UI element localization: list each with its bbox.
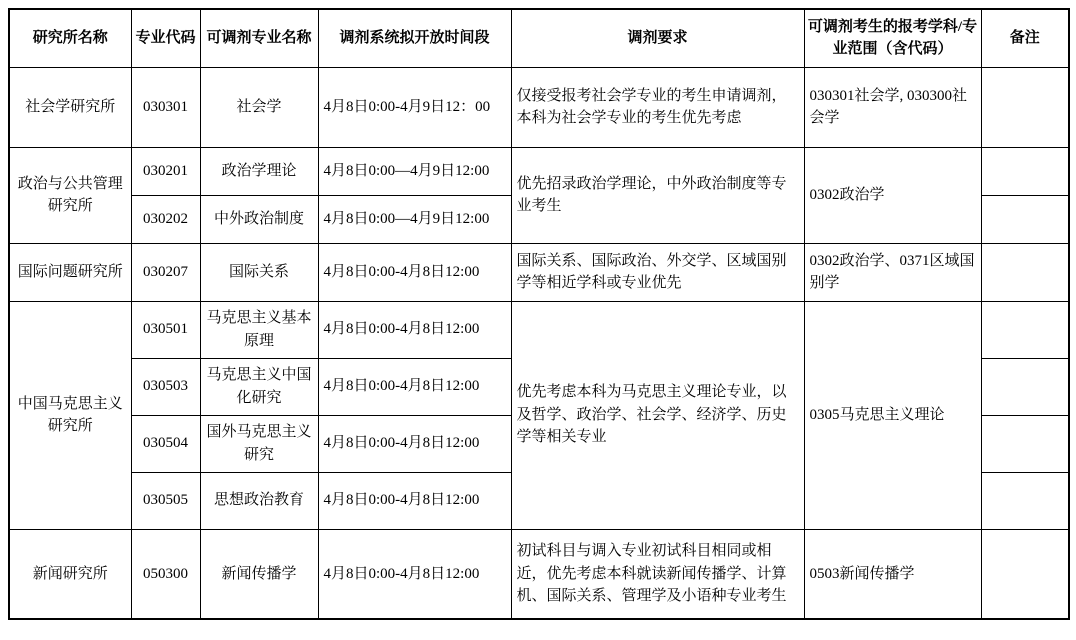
scope-cell: 030301社会学, 030300社会学 xyxy=(804,67,981,147)
note-cell xyxy=(981,67,1069,147)
note-cell xyxy=(981,195,1069,243)
major-cell: 新闻传播学 xyxy=(200,529,318,619)
major-cell: 思想政治教育 xyxy=(200,472,318,529)
header-note: 备注 xyxy=(981,9,1069,67)
time-cell: 4月8日0:00-4月8日12:00 xyxy=(318,358,511,415)
header-major: 可调剂专业名称 xyxy=(200,9,318,67)
table-row xyxy=(9,67,1069,147)
code-cell: 030505 xyxy=(131,472,200,529)
header-code: 专业代码 xyxy=(131,9,200,67)
note-cell xyxy=(981,472,1069,529)
table-row xyxy=(9,147,1069,195)
scope-cell: 0302政治学 xyxy=(804,147,981,243)
requirement-cell: 国际关系、国际政治、外交学、区域国别学等相近学科或专业优先 xyxy=(511,243,804,301)
header-scope: 可调剂考生的报考学科/专业范围（含代码） xyxy=(804,9,981,67)
code-cell: 030301 xyxy=(131,67,200,147)
institute-cell: 国际问题研究所 xyxy=(9,243,131,301)
scope-cell: 0503新闻传播学 xyxy=(804,529,981,619)
major-cell: 政治学理论 xyxy=(200,147,318,195)
code-cell: 030201 xyxy=(131,147,200,195)
institute-cell: 政治与公共管理研究所 xyxy=(9,147,131,243)
note-cell xyxy=(981,301,1069,358)
time-cell: 4月8日0:00—4月9日12:00 xyxy=(318,195,511,243)
major-cell: 马克思主义中国化研究 xyxy=(200,358,318,415)
time-cell: 4月8日0:00-4月8日12:00 xyxy=(318,301,511,358)
scope-cell: 0305马克思主义理论 xyxy=(804,301,981,529)
requirement-cell: 初试科目与调入专业初试科目相同或相近，优先考虑本科就读新闻传播学、计算机、国际关系、管理学及小语种专业考生 xyxy=(511,529,804,619)
header-institute: 研究所名称 xyxy=(9,9,131,67)
major-cell: 马克思主义基本原理 xyxy=(200,301,318,358)
requirement-cell: 仅接受报考社会学专业的考生申请调剂，本科为社会学专业的考生优先考虑 xyxy=(511,67,804,147)
header-requirement: 调剂要求 xyxy=(511,9,804,67)
requirement-cell: 优先考虑本科为马克思主义理论专业，以及哲学、政治学、社会学、经济学、历史学等相关专业 xyxy=(511,301,804,529)
major-cell: 社会学 xyxy=(200,67,318,147)
time-cell: 4月8日0:00-4月9日12：00 xyxy=(318,67,511,147)
major-cell: 中外政治制度 xyxy=(200,195,318,243)
institute-cell: 中国马克思主义研究所 xyxy=(9,301,131,529)
time-cell: 4月8日0:00-4月8日12:00 xyxy=(318,472,511,529)
note-cell xyxy=(981,415,1069,472)
header-time: 调剂系统拟开放时间段 xyxy=(318,9,511,67)
code-cell: 030501 xyxy=(131,301,200,358)
institute-cell: 社会学研究所 xyxy=(9,67,131,147)
table-row xyxy=(9,243,1069,301)
time-cell: 4月8日0:00-4月8日12:00 xyxy=(318,529,511,619)
code-cell: 030207 xyxy=(131,243,200,301)
code-cell: 030504 xyxy=(131,415,200,472)
table-row xyxy=(9,529,1069,619)
table-row xyxy=(9,301,1069,358)
note-cell xyxy=(981,358,1069,415)
major-cell: 国际关系 xyxy=(200,243,318,301)
transfer-schedule-table xyxy=(8,8,1070,620)
note-cell xyxy=(981,529,1069,619)
requirement-cell: 优先招录政治学理论，中外政治制度等专业考生 xyxy=(511,147,804,243)
major-cell: 国外马克思主义研究 xyxy=(200,415,318,472)
header-row xyxy=(9,9,1069,67)
code-cell: 050300 xyxy=(131,529,200,619)
note-cell xyxy=(981,147,1069,195)
note-cell xyxy=(981,243,1069,301)
code-cell: 030202 xyxy=(131,195,200,243)
time-cell: 4月8日0:00-4月8日12:00 xyxy=(318,415,511,472)
institute-cell: 新闻研究所 xyxy=(9,529,131,619)
time-cell: 4月8日0:00—4月9日12:00 xyxy=(318,147,511,195)
code-cell: 030503 xyxy=(131,358,200,415)
scope-cell: 0302政治学、0371区域国别学 xyxy=(804,243,981,301)
time-cell: 4月8日0:00-4月8日12:00 xyxy=(318,243,511,301)
